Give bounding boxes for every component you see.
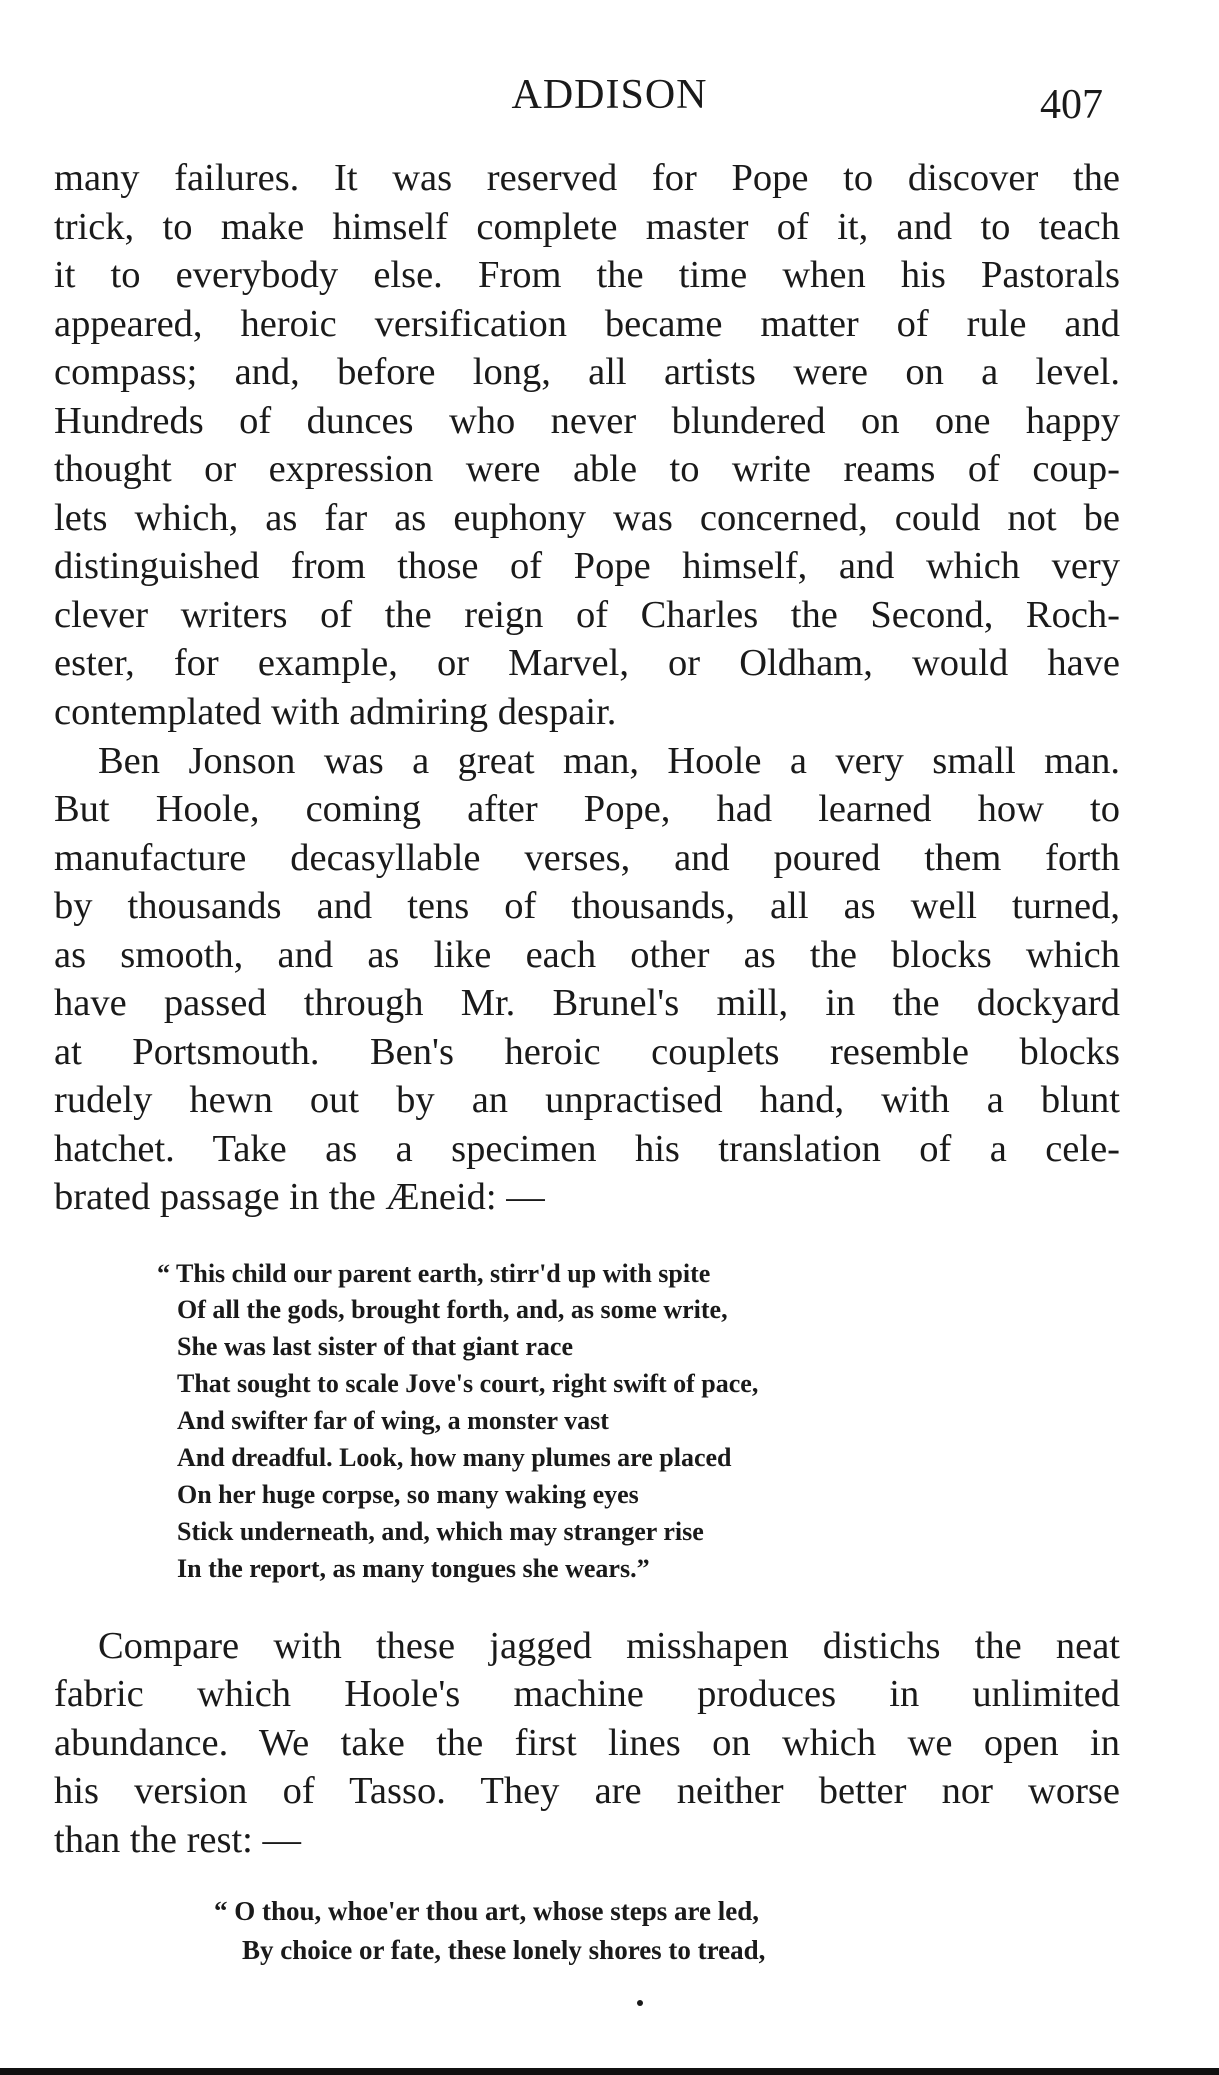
text-line: abundance. We take the first lines on which we open in: [54, 1722, 1120, 1764]
text-line: contemplated with admiring despair.: [54, 691, 617, 733]
text-line: thought or expression were able to write reams of coup-: [54, 448, 1120, 490]
page-number: 407: [1040, 82, 1103, 128]
text-line: than the rest: —: [54, 1819, 301, 1861]
verse-line: Of all the gods, brought forth, and, as some write,: [177, 1295, 728, 1324]
text-line: manufacture decasyllable verses, and poured them forth: [54, 837, 1120, 879]
text-line: fabric which Hoole's machine produces in unlimited: [54, 1673, 1120, 1715]
text-line: his version of Tasso. They are neither better nor worse: [54, 1770, 1120, 1812]
verse-line: “ O thou, whoe'er thou art, whose steps are led,: [214, 1896, 759, 1926]
text-line: by thousands and tens of thousands, all as well turned,: [54, 885, 1120, 927]
verse-line: By choice or fate, these lonely shores to tread,: [242, 1935, 766, 1965]
verse-line: “ This child our parent earth, stirr'd up with spite: [157, 1259, 711, 1288]
text-line: trick, to make himself complete master of it, and to teach: [54, 206, 1120, 248]
text-line: rudely hewn out by an unpractised hand, with a blunt: [54, 1079, 1120, 1121]
text-line: it to everybody else. From the time when his Pastorals: [54, 254, 1120, 296]
text-line: Ben Jonson was a great man, Hoole a very small man.: [98, 740, 1120, 782]
verse-line: In the report, as many tongues she wears.”: [177, 1554, 650, 1583]
text-line: as smooth, and as like each other as the blocks which: [54, 934, 1120, 976]
text-line: ester, for example, or Marvel, or Oldham, would have: [54, 642, 1120, 684]
verse-line: On her huge corpse, so many waking eyes: [177, 1480, 639, 1509]
text-line: distinguished from those of Pope himself, and which very: [54, 545, 1120, 587]
text-line: clever writers of the reign of Charles the Second, Roch-: [54, 594, 1120, 636]
verse-line: And dreadful. Look, how many plumes are placed: [177, 1443, 732, 1472]
text-line: lets which, as far as euphony was concerned, could not be: [54, 497, 1120, 539]
text-line: appeared, heroic versification became matter of rule and: [54, 303, 1120, 345]
verse-line: Stick underneath, and, which may stranger rise: [177, 1517, 704, 1546]
text-line: many failures. It was reserved for Pope to discover the: [54, 157, 1120, 199]
verse-line: She was last sister of that giant race: [177, 1332, 573, 1361]
running-title: ADDISON: [511, 72, 708, 118]
verse-line: That sought to scale Jove's court, right swift of pace,: [177, 1369, 759, 1398]
text-line: hatchet. Take as a specimen his translation of a cele-: [54, 1128, 1120, 1170]
verse-line: And swifter far of wing, a monster vast: [177, 1406, 609, 1435]
printer-mark: [637, 2000, 643, 2006]
page-bottom-edge: [0, 2068, 1219, 2075]
text-line: have passed through Mr. Brunel's mill, in the dockyard: [54, 982, 1120, 1024]
text-line: compass; and, before long, all artists were on a level.: [54, 351, 1120, 393]
text-line: brated passage in the Æneid: —: [54, 1176, 545, 1218]
text-line: Compare with these jagged misshapen distichs the neat: [98, 1625, 1120, 1667]
text-line: Hundreds of dunces who never blundered on one happy: [54, 400, 1120, 442]
text-line: at Portsmouth. Ben's heroic couplets resemble blocks: [54, 1031, 1120, 1073]
text-line: But Hoole, coming after Pope, had learned how to: [54, 788, 1120, 830]
